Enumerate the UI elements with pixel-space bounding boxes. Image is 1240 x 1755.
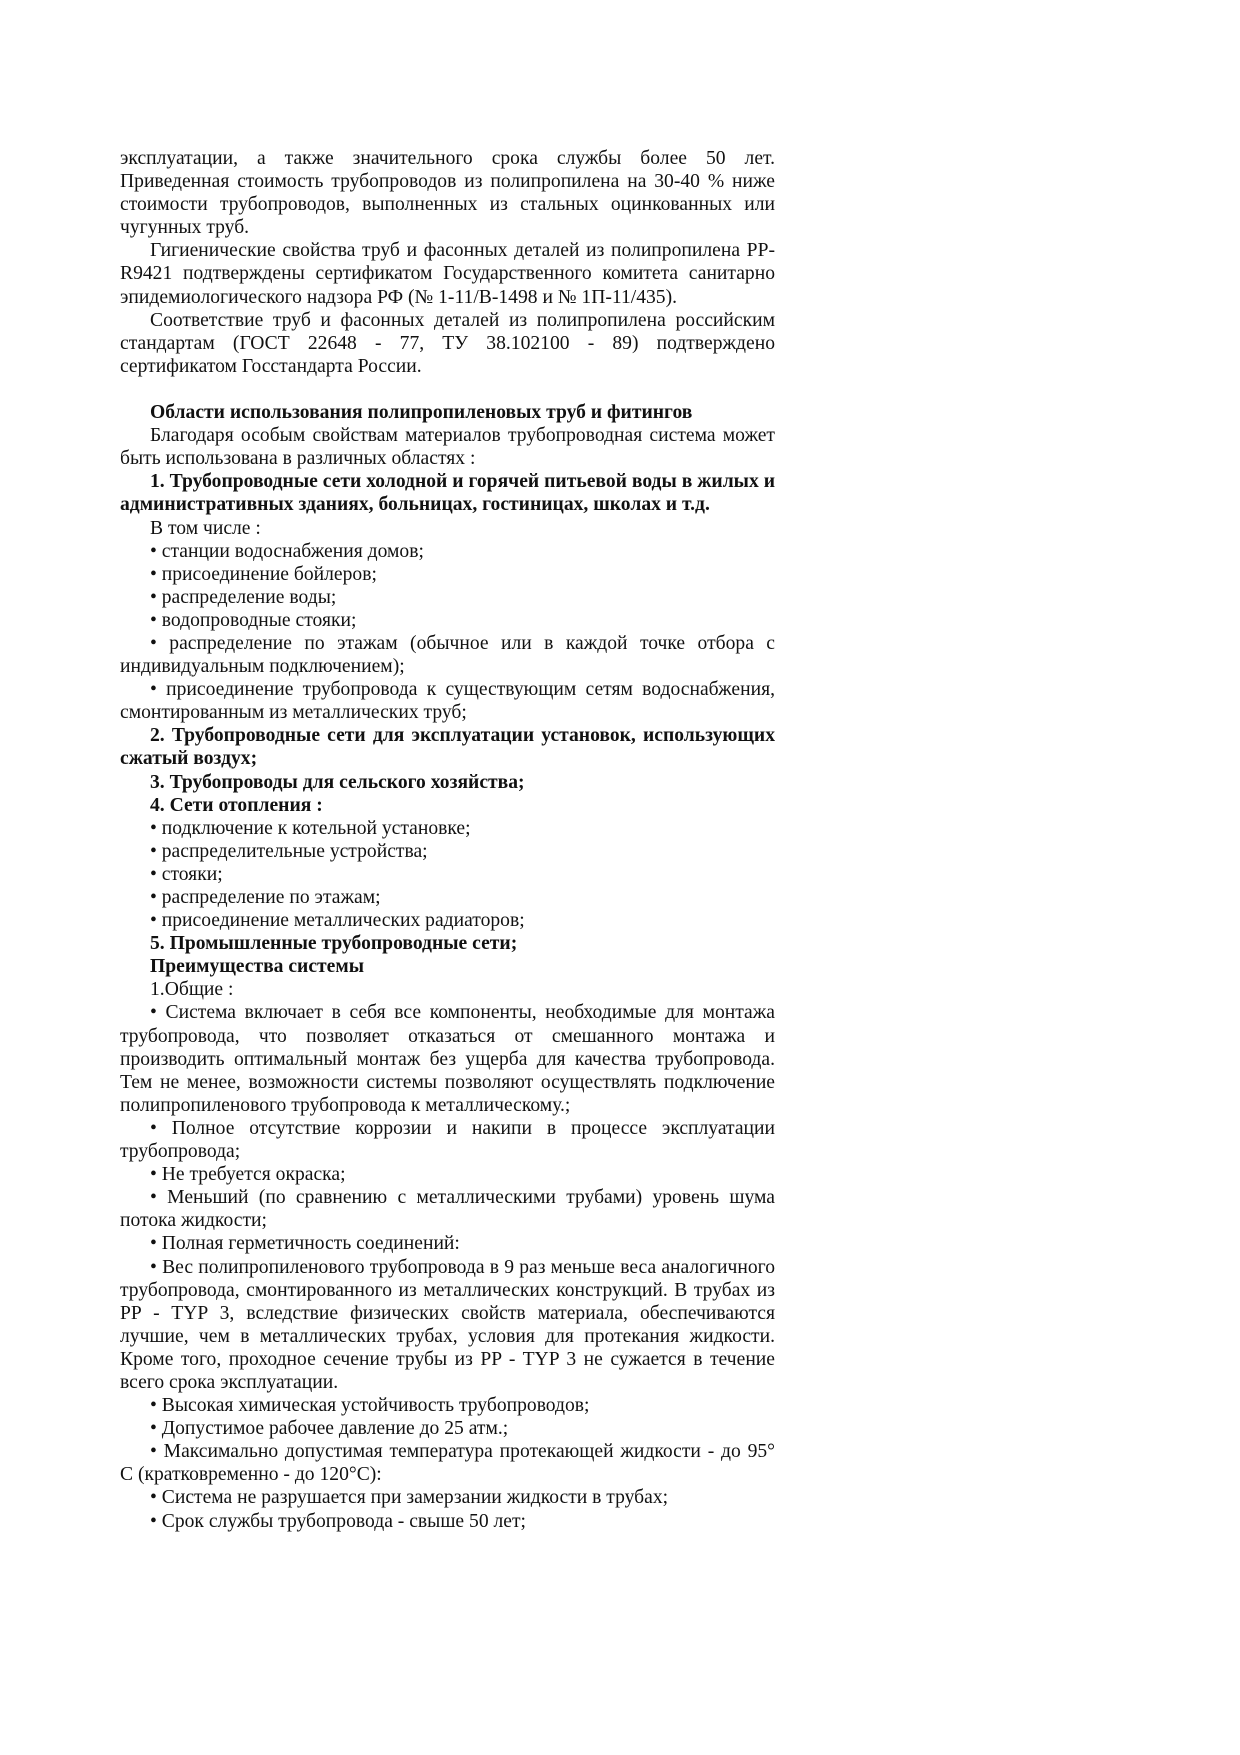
paragraph: • Полное отсутствие коррозии и накипи в процессе эксплуатации трубопровода; bbox=[120, 1117, 775, 1163]
paragraph: • Вес полипропиленового трубопровода в 9 раз меньше веса аналогичного трубопровода, смонтированного из металлических конструкций. В трубах из PP - TYP 3, вследствие физических свойств материала, обеспечиваются лучшие, чем в металлических трубах, условия для протекания жидкости. Кроме того, проходное сечение трубы из PP - TYP 3 не сужается в течение всего срока эксплуатации. bbox=[120, 1256, 775, 1393]
paragraph: • подключение к котельной установке; bbox=[150, 817, 471, 839]
paragraph: эксплуатации, а также значительного срока службы более 50 лет. Приведенная стоимость трубопроводов из полипропилена на 30-40 % ниже стоимости трубопроводов, выполненных из стальных оцинкованных или чугунных труб. bbox=[120, 148, 775, 239]
paragraph: Благодаря особым свойствам материалов трубопроводная система может быть использована в различных областях : bbox=[120, 425, 775, 470]
paragraph: • Система включает в себя все компоненты, необходимые для монтажа трубопровода, что позволяет отказаться от смешанного монтажа и производить оптимальный монтаж без ущерба для качества трубопровода. Тем не менее, возможности системы позволяют осуществлять подключение полипропиленового трубопровода к металлическому.; bbox=[120, 1002, 775, 1116]
section-heading: 5. Промышленные трубопроводные сети; bbox=[150, 933, 518, 955]
paragraph: • распределение по этажам; bbox=[150, 887, 381, 908]
section-heading: 2. Трубопроводные сети для эксплуатации установок, использующих сжатый воздух; bbox=[120, 725, 775, 770]
paragraph: • водопроводные стояки; bbox=[150, 609, 357, 631]
paragraph: • Срок службы трубопровода - свыше 50 лет; bbox=[150, 1510, 526, 1532]
section-heading: 1. Трубопроводные сети холодной и горячей питьевой воды в жилых и административных зданиях, больницах, гостиницах, школах и т.д. bbox=[120, 471, 775, 516]
paragraph: • распределительные устройства; bbox=[150, 840, 428, 862]
paragraph: • Допустимое рабочее давление до 25 атм.; bbox=[150, 1418, 509, 1440]
paragraph: Гигиенические свойства труб и фасонных деталей из полипропилена PP-R9421 подтверждены сертификатом Государственного комитета санитарно эпидемиологического надзора РФ (№ 1-11/В-1498 и № 1П-11/435). bbox=[120, 240, 775, 308]
paragraph: • стояки; bbox=[150, 863, 223, 885]
document-page bbox=[120, 147, 775, 1533]
section-heading: 3. Трубопроводы для сельского хозяйства; bbox=[150, 771, 525, 793]
paragraph: Соответствие труб и фасонных деталей из полипропилена российским стандартам (ГОСТ 22648 - 77, ТУ 38.102100 - 89) подтверждено сертификатом Госстандарта России. bbox=[120, 309, 775, 377]
paragraph: • Максимально допустимая температура протекающей жидкости - до 95° С (кратковременно - до 120°С): bbox=[120, 1441, 775, 1486]
paragraph: 1.Общие : bbox=[150, 979, 234, 1001]
paragraph: • распределение по этажам (обычное или в каждой точке отбора с индивидуальным подключением); bbox=[120, 632, 775, 678]
section-heading: Области использования полипропиленовых труб и фитингов bbox=[150, 402, 693, 424]
paragraph: • Полная герметичность соединений: bbox=[150, 1233, 460, 1255]
section-heading: Преимущества системы bbox=[150, 956, 364, 978]
paragraph: • Высокая химическая устойчивость трубопроводов; bbox=[150, 1395, 590, 1417]
paragraph: • присоединение трубопровода к существующим сетям водоснабжения, смонтированным из металлических труб; bbox=[120, 679, 775, 724]
blank-line bbox=[120, 378, 775, 401]
paragraph: • Меньший (по сравнению с металлическими трубами) уровень шума потока жидкости; bbox=[120, 1187, 775, 1232]
paragraph: • присоединение бойлеров; bbox=[150, 563, 377, 585]
paragraph: В том числе : bbox=[150, 517, 261, 539]
paragraph: • станции водоснабжения домов; bbox=[150, 540, 424, 562]
paragraph: • Не требуется окраска; bbox=[150, 1164, 346, 1186]
paragraph: • присоединение металлических радиаторов; bbox=[150, 910, 525, 932]
section-heading: 4. Сети отопления : bbox=[150, 794, 323, 816]
paragraph: • распределение воды; bbox=[150, 586, 337, 608]
paragraph: • Система не разрушается при замерзании жидкости в трубах; bbox=[150, 1487, 669, 1509]
